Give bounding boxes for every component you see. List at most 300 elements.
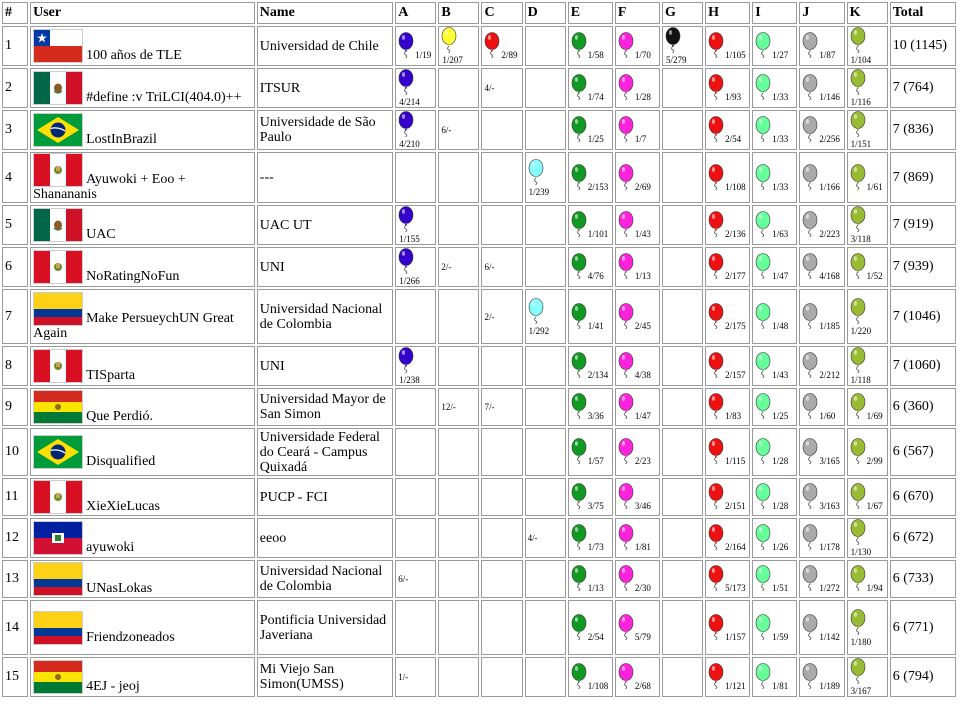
balloon-icon — [618, 524, 634, 552]
user-cell — [30, 289, 255, 344]
user-name[interactable]: Friendzoneados — [86, 629, 175, 645]
header-c[interactable]: C — [481, 2, 522, 24]
problem-a-cell — [395, 600, 436, 655]
header-row — [2, 2, 956, 24]
attempts-time: 3/165 — [819, 456, 840, 466]
user-name[interactable]: 4EJ - jeoj — [86, 679, 140, 694]
balloon-icon — [708, 352, 724, 380]
attempts-time: 2/54 — [587, 631, 604, 642]
rank-cell: 2 — [2, 68, 28, 108]
problem-i-cell — [752, 289, 797, 344]
attempts-time: 1/292 — [528, 325, 550, 336]
problem-d-cell — [525, 26, 566, 66]
user-name[interactable]: TISparta — [86, 368, 136, 383]
attempts-time: 1/81 — [772, 681, 789, 691]
header-d[interactable]: D — [525, 2, 566, 24]
problem-c-cell — [481, 247, 522, 287]
problem-a-cell — [395, 26, 436, 66]
user-name[interactable]: Make PersueychUN Great Again — [33, 311, 234, 341]
balloon-icon — [708, 524, 724, 552]
problem-f-cell — [615, 152, 660, 203]
problem-e-cell — [568, 26, 613, 66]
attempts-time: 2/68 — [634, 681, 651, 691]
rank-cell: 5 — [2, 205, 28, 245]
attempts-time: 1/157 — [725, 631, 746, 642]
attempts-time: 1/151 — [850, 139, 872, 149]
problem-g-cell — [662, 560, 703, 598]
problem-b-cell — [438, 560, 479, 598]
problem-g-cell — [662, 478, 703, 516]
balloon-icon — [398, 347, 414, 375]
balloon-icon — [802, 303, 818, 331]
total-score: 7 (764) — [890, 68, 956, 108]
problem-b-cell — [438, 26, 479, 66]
balloon-icon — [802, 565, 818, 593]
problem-f-cell — [615, 518, 660, 558]
table-row — [2, 428, 956, 476]
problem-a-cell — [395, 110, 436, 150]
failed-attempts: 12/- — [441, 402, 456, 412]
header-user[interactable]: User — [30, 2, 255, 24]
balloon-icon — [708, 74, 724, 102]
attempts-time: 1/33 — [772, 181, 789, 192]
problem-i-cell — [752, 152, 797, 203]
balloon-icon — [755, 663, 771, 691]
header-f[interactable]: F — [615, 2, 660, 24]
rank-cell: 7 — [2, 289, 28, 344]
balloon-icon — [802, 614, 818, 642]
problem-j-cell — [799, 346, 844, 386]
header-name[interactable]: Name — [257, 2, 393, 24]
problem-f-cell — [615, 657, 660, 697]
attempts-time: 1/73 — [587, 542, 604, 552]
problem-d-cell — [525, 247, 566, 287]
problem-k-cell — [847, 110, 888, 150]
user-name[interactable]: XieXieLucas — [86, 499, 160, 514]
bolivia-flag-icon — [33, 390, 83, 424]
brazil-flag-icon — [33, 435, 83, 469]
peru-flag-icon — [33, 480, 83, 514]
table-row — [2, 518, 956, 558]
user-name[interactable]: UAC — [86, 227, 116, 242]
problem-h-cell — [705, 247, 750, 287]
attempts-time: 1/47 — [634, 411, 651, 421]
problem-d-cell — [525, 152, 566, 203]
attempts-time: 1/61 — [866, 181, 883, 192]
problem-g-cell — [662, 26, 703, 66]
problem-k-cell — [847, 346, 888, 386]
problem-c-cell — [481, 518, 522, 558]
attempts-time: 1/74 — [587, 92, 604, 102]
problem-c-cell — [481, 26, 522, 66]
total-score: 7 (836) — [890, 110, 956, 150]
balloon-icon — [802, 483, 818, 511]
balloon-icon — [571, 565, 587, 593]
problem-d-cell — [525, 68, 566, 108]
attempts-time: 2/45 — [634, 320, 651, 331]
attempts-time: 2/157 — [725, 370, 746, 380]
problem-g-cell — [662, 346, 703, 386]
header-j[interactable]: J — [799, 2, 844, 24]
failed-attempts: 6/- — [484, 262, 495, 272]
attempts-time: 3/163 — [819, 501, 840, 511]
balloon-icon — [802, 32, 818, 60]
attempts-time: 2/256 — [819, 134, 840, 144]
header-rank[interactable]: # — [2, 2, 28, 24]
user-cell — [30, 346, 255, 386]
attempts-time: 2/30 — [634, 583, 651, 593]
problem-a-cell — [395, 247, 436, 287]
user-name[interactable]: LostInBrazil — [86, 132, 157, 147]
header-k[interactable]: K — [847, 2, 888, 24]
balloon-icon — [755, 32, 771, 60]
balloon-icon — [708, 303, 724, 331]
balloon-icon — [618, 614, 634, 642]
problem-k-cell — [847, 205, 888, 245]
problem-d-cell — [525, 388, 566, 426]
problem-i-cell — [752, 518, 797, 558]
balloon-icon — [850, 609, 866, 637]
balloon-icon — [618, 663, 634, 691]
balloon-icon — [850, 206, 866, 234]
problem-g-cell — [662, 518, 703, 558]
attempts-time: 1/220 — [850, 325, 872, 336]
problem-e-cell — [568, 152, 613, 203]
problem-b-cell — [438, 518, 479, 558]
attempts-time: 1/28 — [772, 501, 789, 511]
attempts-time: 1/25 — [772, 411, 789, 421]
balloon-icon — [755, 164, 771, 192]
problem-k-cell — [847, 600, 888, 655]
problem-h-cell — [705, 68, 750, 108]
rank-cell: 11 — [2, 478, 28, 516]
balloon-icon — [618, 116, 634, 144]
attempts-time: 1/116 — [850, 97, 871, 107]
table-row — [2, 560, 956, 598]
attempts-time: 2/212 — [819, 370, 840, 380]
problem-k-cell — [847, 26, 888, 66]
attempts-time: 1/104 — [850, 55, 872, 65]
total-score: 6 (771) — [890, 600, 956, 655]
balloon-icon — [850, 253, 866, 281]
problem-k-cell — [847, 68, 888, 108]
user-name[interactable]: Que Perdió. — [86, 409, 153, 424]
user-name[interactable]: NoRatingNoFun — [86, 269, 180, 284]
attempts-time: 1/189 — [819, 681, 840, 691]
attempts-time: 1/207 — [442, 55, 463, 65]
balloon-icon — [708, 483, 724, 511]
problem-c-cell — [481, 388, 522, 426]
attempts-time: 1/108 — [725, 181, 746, 192]
attempts-time: 1/83 — [725, 411, 742, 421]
problem-a-cell — [395, 289, 436, 344]
attempts-time: 5/79 — [634, 631, 651, 642]
problem-d-cell — [525, 289, 566, 344]
balloon-icon — [398, 32, 414, 60]
problem-a-cell — [395, 388, 436, 426]
user-cell — [30, 247, 255, 287]
rank-cell: 12 — [2, 518, 28, 558]
attempts-time: 2/153 — [587, 181, 609, 192]
problem-b-cell — [438, 152, 479, 203]
problem-e-cell — [568, 289, 613, 344]
attempts-time: 1/142 — [819, 631, 840, 642]
balloon-icon — [708, 663, 724, 691]
problem-g-cell — [662, 428, 703, 476]
problem-e-cell — [568, 428, 613, 476]
problem-g-cell — [662, 388, 703, 426]
table-row — [2, 26, 956, 66]
failed-attempts: 4/- — [527, 533, 538, 543]
problem-j-cell — [799, 560, 844, 598]
problem-f-cell — [615, 205, 660, 245]
problem-i-cell — [752, 110, 797, 150]
problem-h-cell — [705, 518, 750, 558]
institution-name: UAC UT — [257, 205, 393, 245]
attempts-time: 3/75 — [587, 501, 604, 511]
colombia-flag-icon — [33, 611, 83, 645]
attempts-time: 1/155 — [399, 234, 420, 244]
user-name[interactable]: ayuwoki — [86, 540, 135, 555]
problem-b-cell — [438, 205, 479, 245]
problem-i-cell — [752, 478, 797, 516]
balloon-icon — [850, 111, 866, 139]
problem-c-cell — [481, 657, 522, 697]
rank-cell: 14 — [2, 600, 28, 655]
header-b[interactable]: B — [438, 2, 479, 24]
user-name[interactable]: Disqualified — [86, 454, 156, 469]
total-score: 6 (670) — [890, 478, 956, 516]
institution-name: UNI — [257, 247, 393, 287]
problem-i-cell — [752, 205, 797, 245]
user-cell — [30, 560, 255, 598]
attempts-time: 1/67 — [866, 501, 883, 511]
attempts-time: 1/81 — [634, 542, 651, 552]
attempts-time: 3/36 — [587, 411, 604, 421]
total-score: 7 (869) — [890, 152, 956, 203]
attempts-time: 1/93 — [725, 92, 742, 102]
attempts-time: 3/118 — [850, 234, 871, 244]
problem-b-cell — [438, 247, 479, 287]
balloon-icon — [755, 565, 771, 593]
balloon-icon — [755, 352, 771, 380]
attempts-time: 2/69 — [634, 181, 651, 192]
problem-c-cell — [481, 346, 522, 386]
balloon-icon — [571, 524, 587, 552]
attempts-time: 1/266 — [399, 276, 420, 286]
user-cell — [30, 388, 255, 426]
chile-flag-icon — [33, 29, 83, 63]
header-h[interactable]: H — [705, 2, 750, 24]
attempts-time: 2/134 — [587, 370, 609, 380]
balloon-icon — [571, 352, 587, 380]
balloon-icon — [755, 483, 771, 511]
problem-f-cell — [615, 478, 660, 516]
balloon-icon — [708, 253, 724, 281]
problem-g-cell — [662, 289, 703, 344]
attempts-time: 1/146 — [819, 92, 840, 102]
attempts-time: 1/180 — [850, 636, 872, 647]
balloon-icon — [850, 27, 866, 55]
attempts-time: 5/173 — [725, 583, 746, 593]
balloon-icon — [850, 347, 866, 375]
user-name[interactable]: Ayuwoki + Eoo + Shanananis — [33, 172, 186, 202]
header-total[interactable]: Total — [890, 2, 956, 24]
user-cell — [30, 205, 255, 245]
attempts-time: 2/99 — [866, 456, 883, 466]
problem-e-cell — [568, 247, 613, 287]
problem-h-cell — [705, 205, 750, 245]
attempts-time: 2/175 — [725, 320, 746, 331]
problem-c-cell — [481, 289, 522, 344]
balloon-icon — [802, 164, 818, 192]
problem-d-cell — [525, 560, 566, 598]
balloon-icon — [571, 393, 587, 421]
bolivia-flag-icon — [33, 660, 83, 694]
balloon-icon — [484, 32, 500, 60]
attempts-time: 1/43 — [772, 370, 789, 380]
balloon-icon — [398, 69, 414, 97]
problem-h-cell — [705, 478, 750, 516]
attempts-time: 1/59 — [772, 631, 789, 642]
problem-a-cell — [395, 205, 436, 245]
problem-h-cell — [705, 428, 750, 476]
institution-name: Universidad Mayor de San Simon — [257, 388, 393, 426]
balloon-icon — [755, 438, 771, 466]
rank-cell: 4 — [2, 152, 28, 203]
user-cell — [30, 478, 255, 516]
balloon-icon — [571, 438, 587, 466]
problem-j-cell — [799, 478, 844, 516]
problem-h-cell — [705, 657, 750, 697]
table-row — [2, 600, 956, 655]
header-i[interactable]: I — [752, 2, 797, 24]
problem-i-cell — [752, 26, 797, 66]
balloon-icon — [618, 393, 634, 421]
balloon-icon — [618, 211, 634, 239]
attempts-time: 4/210 — [399, 139, 420, 149]
problem-b-cell — [438, 110, 479, 150]
problem-a-cell — [395, 428, 436, 476]
problem-i-cell — [752, 657, 797, 697]
user-cell — [30, 600, 255, 655]
table-row — [2, 388, 956, 426]
rank-cell: 15 — [2, 657, 28, 697]
total-score: 6 (672) — [890, 518, 956, 558]
problem-e-cell — [568, 388, 613, 426]
user-name[interactable]: #define :v TriLCI(404.0)++ — [86, 90, 242, 105]
problem-j-cell — [799, 428, 844, 476]
user-name[interactable]: 100 años de TLE — [86, 48, 182, 63]
problem-k-cell — [847, 428, 888, 476]
table-row — [2, 152, 956, 203]
attempts-time: 2/54 — [725, 134, 742, 144]
problem-f-cell — [615, 289, 660, 344]
balloon-icon — [755, 116, 771, 144]
balloon-icon — [398, 206, 414, 234]
total-score: 7 (919) — [890, 205, 956, 245]
header-e[interactable]: E — [568, 2, 613, 24]
table-row — [2, 346, 956, 386]
table-row — [2, 478, 956, 516]
attempts-time: 1/272 — [819, 583, 840, 593]
balloon-icon — [618, 438, 634, 466]
problem-a-cell — [395, 560, 436, 598]
table-row — [2, 289, 956, 344]
problem-k-cell — [847, 657, 888, 697]
attempts-time: 2/136 — [725, 229, 746, 239]
balloon-icon — [528, 298, 544, 326]
attempts-time: 1/33 — [772, 134, 789, 144]
problem-j-cell — [799, 68, 844, 108]
problem-j-cell — [799, 600, 844, 655]
rank-cell: 13 — [2, 560, 28, 598]
problem-e-cell — [568, 205, 613, 245]
institution-name: UNI — [257, 346, 393, 386]
problem-j-cell — [799, 152, 844, 203]
user-cell — [30, 518, 255, 558]
problem-a-cell — [395, 518, 436, 558]
problem-b-cell — [438, 600, 479, 655]
problem-d-cell — [525, 600, 566, 655]
header-g[interactable]: G — [662, 2, 703, 24]
header-a[interactable]: A — [395, 2, 436, 24]
attempts-time: 5/279 — [666, 55, 687, 65]
total-score: 6 (733) — [890, 560, 956, 598]
user-cell — [30, 110, 255, 150]
balloon-icon — [708, 211, 724, 239]
attempts-time: 1/19 — [415, 50, 432, 60]
attempts-time: 1/13 — [634, 271, 651, 281]
problem-b-cell — [438, 657, 479, 697]
problem-h-cell — [705, 152, 750, 203]
problem-c-cell — [481, 152, 522, 203]
institution-name: Pontificia Universidad Javeriana — [257, 600, 393, 655]
problem-j-cell — [799, 388, 844, 426]
attempts-time: 1/108 — [587, 681, 609, 691]
attempts-time: 1/185 — [819, 320, 840, 331]
problem-f-cell — [615, 346, 660, 386]
problem-i-cell — [752, 68, 797, 108]
balloon-icon — [618, 32, 634, 60]
institution-name: Universidad Nacional de Colombia — [257, 289, 393, 344]
user-name[interactable]: UNasLokas — [86, 581, 153, 596]
balloon-icon — [850, 658, 866, 686]
problem-k-cell — [847, 388, 888, 426]
attempts-time: 1/48 — [772, 320, 789, 331]
institution-name: --- — [257, 152, 393, 203]
institution-name: eeoo — [257, 518, 393, 558]
balloon-icon — [398, 248, 414, 276]
problem-k-cell — [847, 518, 888, 558]
problem-b-cell — [438, 68, 479, 108]
balloon-icon — [755, 393, 771, 421]
balloon-icon — [618, 164, 634, 192]
balloon-icon — [802, 211, 818, 239]
problem-e-cell — [568, 518, 613, 558]
problem-f-cell — [615, 68, 660, 108]
problem-a-cell — [395, 152, 436, 203]
balloon-icon — [618, 303, 634, 331]
balloon-icon — [708, 438, 724, 466]
attempts-time: 1/105 — [725, 50, 746, 60]
balloon-icon — [850, 565, 866, 593]
failed-attempts: 7/- — [484, 402, 495, 412]
attempts-time: 1/69 — [866, 411, 883, 421]
problem-j-cell — [799, 205, 844, 245]
balloon-icon — [802, 74, 818, 102]
scoreboard-body — [2, 26, 956, 697]
